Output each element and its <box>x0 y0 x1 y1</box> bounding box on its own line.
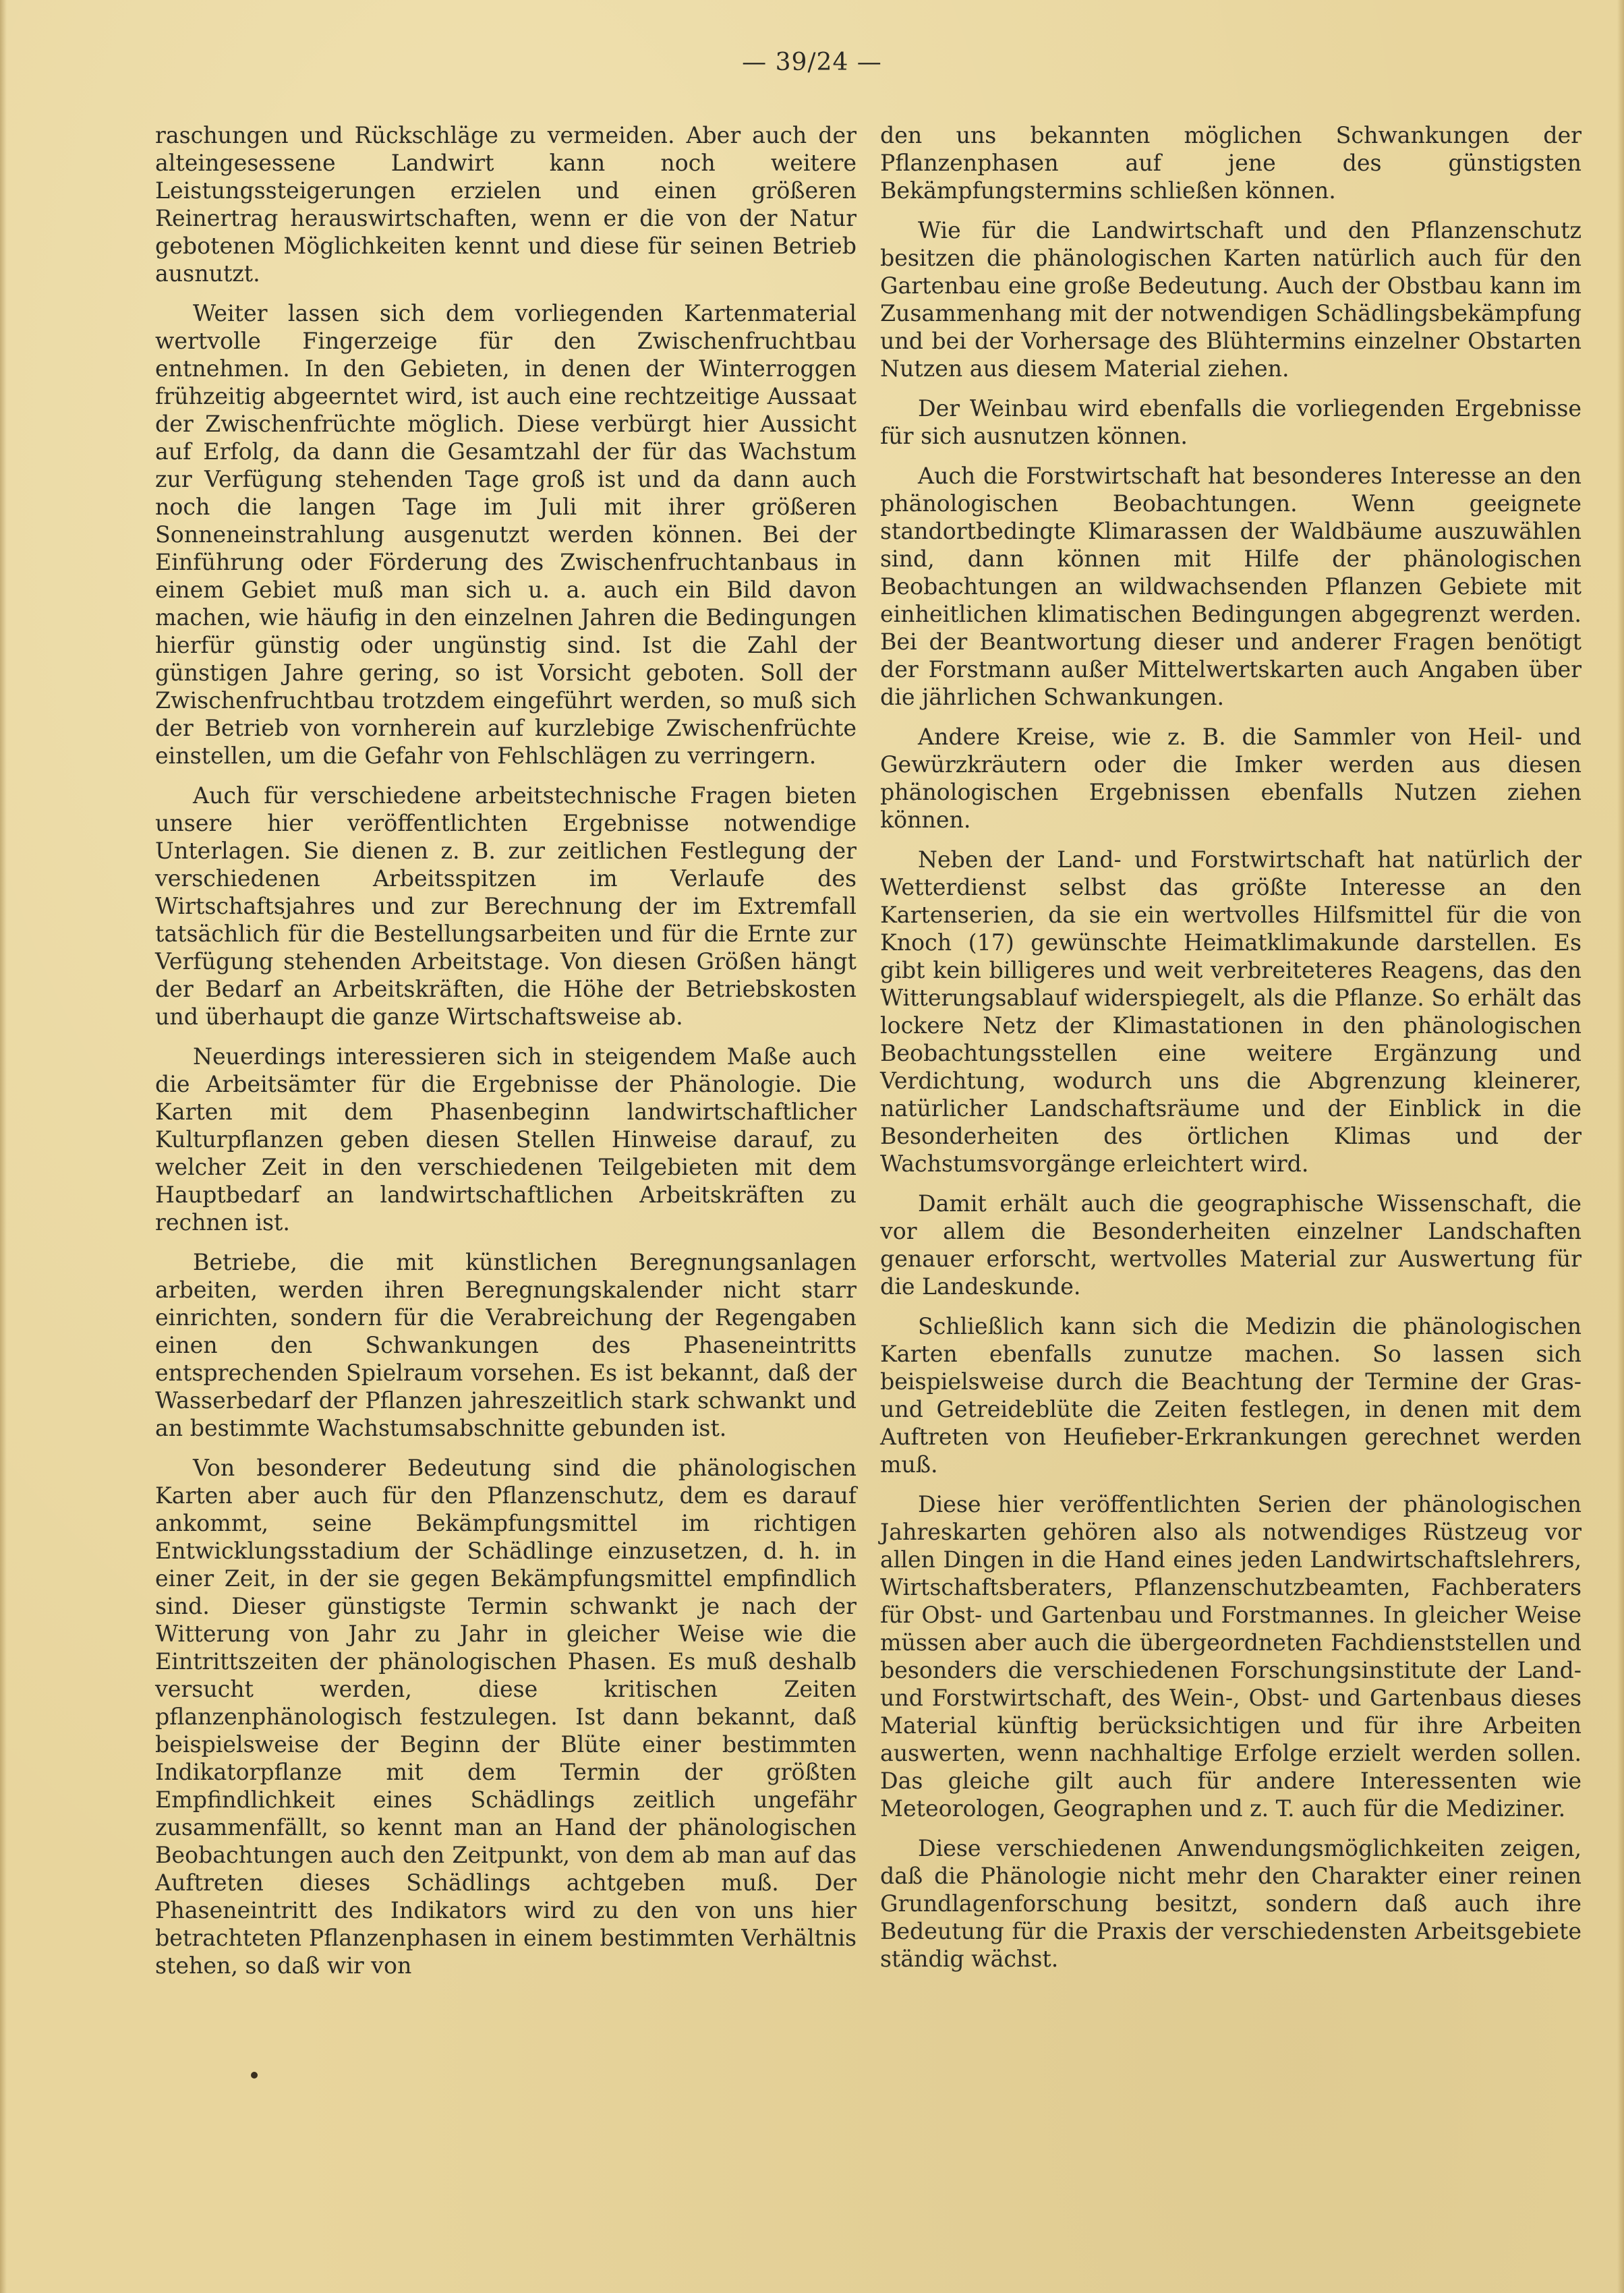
paragraph: Auch die Forstwirtschaft hat besonderes Interesse an den phänologischen Beobachtungen. Wenn geeignete standortbedingte Klimarassen der Waldbäume auszuwählen sind, dann können mit Hilfe der phänologischen Beobachtungen an wildwachsenden Pflanzen Gebiete mit einheitlichen klimatischen Bedingungen abgegrenzt werden. Bei der Beantwortung dieser und anderer Fragen benötigt der Forstmann außer Mittelwertskarten auch Angaben über die jährlichen Schwankungen. <box>880 463 1582 710</box>
paragraph: Damit erhält auch die geographische Wissenschaft, die vor allem die Besonderheiten einzelner Landschaften genauer erforscht, wertvolles Material zur Auswertung für die Landeskunde. <box>880 1190 1582 1300</box>
right-text-column <box>880 121 1582 1985</box>
paragraph: Neben der Land- und Forstwirtschaft hat natürlich der Wetterdienst selbst das größte Interesse an den Kartenserien, da sie ein wertvolles Hilfsmittel für die von Knoch (17) gewünschte Heimatklimakunde darstellen. Es gibt kein billigeres und weit verbreiteteres Reagens, das den Witterungsablauf widerspiegelt, als die Pflanze. So erhält das lockere Netz der Klimastationen in den phänologischen Beobachtungsstellen eine weitere Ergänzung und Verdichtung, wodurch uns die Abgrenzung kleinerer, natürlicher Landschaftsräume und der Einblick in die Besonderheiten des örtlichen Klimas und der Wachstumsvorgänge erleichtert wird. <box>880 846 1582 1177</box>
paragraph: den uns bekannten möglichen Schwankungen der Pflanzenphasen auf jene des günstigsten Bekämpfungstermins schließen können. <box>880 122 1582 204</box>
paragraph: Neuerdings interessieren sich in steigendem Maße auch die Arbeitsämter für die Ergebnisse der Phänologie. Die Karten mit dem Phasenbeginn landwirtschaftlicher Kulturpflanzen geben diesen Stellen Hinweise darauf, zu welcher Zeit in den verschiedenen Teilgebieten mit dem Hauptbedarf an landwirtschaftlichen Arbeitskräften zu rechnen ist. <box>155 1043 857 1236</box>
paragraph: raschungen und Rückschläge zu vermeiden. Aber auch der alteingesessene Landwirt kann noch weitere Leistungssteigerungen erzielen und einen größeren Reinertrag herauswirtschaften, wenn er die von der Natur gebotenen Möglichkeiten kennt und diese für seinen Betrieb ausnutzt. <box>155 122 857 287</box>
paragraph: Diese verschiedenen Anwendungsmöglichkeiten zeigen, daß die Phänologie nicht mehr den Charakter einer reinen Grundlagenforschung besitzt, sondern daß auch ihre Bedeutung für die Praxis der verschiedensten Arbeitsgebiete ständig wächst. <box>880 1835 1582 1972</box>
paragraph: Der Weinbau wird ebenfalls die vorliegenden Ergebnisse für sich ausnutzen können. <box>880 395 1582 449</box>
paragraph: Betriebe, die mit künstlichen Beregnungsanlagen arbeiten, werden ihren Beregnungskalender nicht starr einrichten, sondern für die Verabreichung der Regengaben einen den Schwankungen des Phaseneintritts entsprechenden Spielraum vorsehen. Es ist bekannt, daß der Wasserbedarf der Pflanzen jahreszeitlich stark schwankt und an bestimmte Wachstumsabschnitte gebunden ist. <box>155 1249 857 1441</box>
page-left-edge-shadow <box>0 0 7 2293</box>
paragraph: Von besonderer Bedeutung sind die phänologischen Karten aber auch für den Pflanzenschutz, dem es darauf ankommt, seine Bekämpfungsmittel im richtigen Entwicklungsstadium der Schädlinge einzusetzen, d. h. in einer Zeit, in der sie gegen Bekämpfungsmittel empfindlich sind. Dieser günstigste Termin schwankt je nach der Witterung von Jahr zu Jahr in gleicher Weise wie die Eintrittszeiten der phänologischen Phasen. Es muß deshalb versucht werden, diese kritischen Zeiten pflanzenphänologisch festzulegen. Ist dann bekannt, daß beispielsweise der Beginn der Blüte einer bestimmten Indikatorpflanze mit dem Termin der größten Empfindlichkeit eines Schädlings zeitlich ungefähr zusammenfällt, so kennt man an Hand der phänologischen Beobachtungen auch den Zeitpunkt, von dem ab man auf das Auftreten dieses Schädlings achtgeben muß. Der Phaseneintritt des Indikators wird zu den von uns hier betrachteten Pflanzenphasen in einem bestimmten Verhältnis stehen, so daß wir von <box>155 1455 857 1979</box>
paragraph: Andere Kreise, wie z. B. die Sammler von Heil- und Gewürzkräutern oder die Imker werden aus diesen phänologischen Ergebnissen ebenfalls Nutzen ziehen können. <box>880 724 1582 833</box>
page-right-edge-shadow <box>1617 0 1624 2293</box>
paragraph: Diese hier veröffentlichten Serien der phänologischen Jahreskarten gehören also als notwendiges Rüstzeug vor allen Dingen in die Hand eines jeden Landwirtschaftslehrers, Wirtschaftsberaters, Pflanzenschutzbeamten, Fachberaters für Obst- und Gartenbau und Forstmannes. In gleicher Weise müssen aber auch die übergeordneten Fachdienststellen und besonders die verschiedenen Forschungsinstitute der Land- und Forstwirtschaft, des Wein-, Obst- und Gartenbaus dieses Material künftig berücksichtigen und für ihre Arbeiten auswerten, wenn nachhaltige Erfolge erzielt werden sollen. Das gleiche gilt auch für andere Interessenten wie Meteorologen, Geographen und z. T. auch für die Mediziner. <box>880 1491 1582 1822</box>
paragraph: Weiter lassen sich dem vorliegenden Kartenmaterial wertvolle Fingerzeige für den Zwischenfruchtbau entnehmen. In den Gebieten, in denen der Winterroggen frühzeitig abgeerntet wird, ist auch eine rechtzeitige Aussaat der Zwischenfrüchte möglich. Diese verbürgt hier Aussicht auf Erfolg, da dann die Gesamtzahl der für das Wachstum zur Verfügung stehenden Tage groß ist und da dann auch noch die langen Tage im Juli mit ihrer größeren Sonneneinstrahlung ausgenutzt werden können. Bei der Einführung oder Förderung des Zwischenfruchtanbaus in einem Gebiet muß man sich u. a. auch ein Bild davon machen, wie häufig in den einzelnen Jahren die Bedingungen hierfür günstig oder ungünstig sind. Ist die Zahl der günstigen Jahre gering, so ist Vorsicht geboten. Soll der Zwischenfruchtbau trotzdem eingeführt werden, so muß sich der Betrieb von vornherein auf kurzlebige Zwischenfrüchte einstellen, um die Gefahr von Fehlschlägen zu verringern. <box>155 300 857 769</box>
paragraph: Schließlich kann sich die Medizin die phänologischen Karten ebenfalls zunutze machen. So lassen sich beispielsweise durch die Beachtung der Termine der Gras- und Getreideblüte die Zeiten festlegen, in denen mit dem Auftreten von Heufieber-Erkrankungen gerechnet werden muß. <box>880 1313 1582 1478</box>
paragraph: Auch für verschiedene arbeitstechnische Fragen bieten unsere hier veröffentlichten Ergebnisse notwendige Unterlagen. Sie dienen z. B. zur zeitlichen Festlegung der verschiedenen Arbeitsspitzen im Verlaufe des Wirtschaftsjahres und zur Berechnung der im Extremfall tatsächlich für die Bestellungsarbeiten und für die Ernte zur Verfügung stehenden Arbeitstage. Von diesen Größen hängt der Bedarf an Arbeitskräften, die Höhe der Betriebskosten und überhaupt die ganze Wirtschaftsweise ab. <box>155 782 857 1030</box>
ink-speck <box>251 2072 258 2079</box>
page-number: — 39/24 — <box>742 49 882 76</box>
paragraph: Wie für die Landwirtschaft und den Pflanzenschutz besitzen die phänologischen Karten natürlich auch für den Gartenbau eine große Bedeutung. Auch der Obstbau kann im Zusammenhang mit der notwendigen Schädlingsbekämpfung und bei der Vorhersage des Blühtermins einzelner Obstarten Nutzen aus diesem Material ziehen. <box>880 217 1582 382</box>
left-text-column <box>155 121 857 1992</box>
